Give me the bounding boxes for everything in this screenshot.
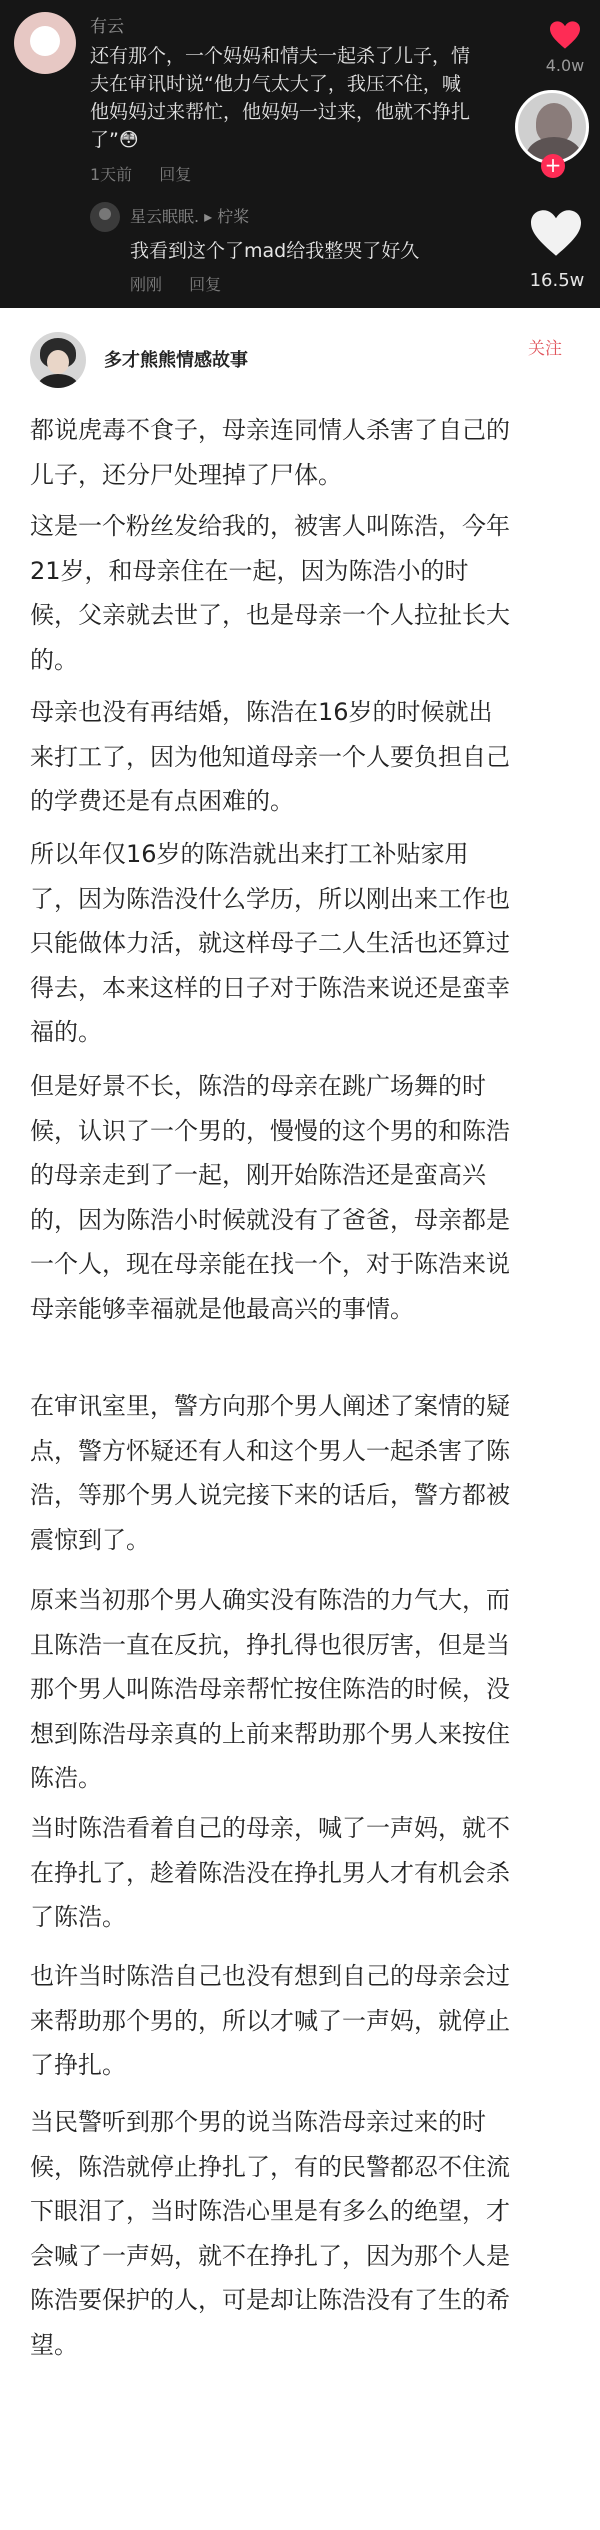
comment-meta [90,162,213,185]
commenter-username[interactable]: 有云 [90,17,124,37]
follow-button[interactable]: 关注 [528,339,562,359]
comment-text: 还有那个，一个妈妈和情夫一起杀了儿子，情 夫在审讯时说“他力气太大了，我压不住，喊 他妈妈过来帮忙，他妈妈一过来，他就不挣扎 了”😳 [90,45,471,151]
reply-avatar[interactable] [90,202,120,232]
reply-username[interactable]: 星云眠眠. ▸ 柠桨 [130,207,250,226]
commenter-avatar[interactable] [14,12,76,74]
reply-reply-button[interactable]: 回复 [189,275,222,294]
heart-icon[interactable] [548,20,582,50]
article-paragraph: 原来当初那个男人确实没有陈浩的力气大，而 且陈浩一直在反抗，挣扎得也很厉害，但是当 那个男人叫陈浩母亲帮忙按住陈浩的时候，没 想到陈浩母亲真的上前来帮助那个男人来按住 陈浩。 [30,1586,510,1792]
article-paragraph: 都说虎毒不食子，母亲连同情人杀害了自己的 儿子，还分尸处理掉了尸体。 [30,416,510,489]
reply-meta [130,272,243,295]
heart-outline-icon[interactable] [528,208,584,258]
comment-time: 1天前 [90,165,133,184]
follow-plus-icon[interactable]: + [541,154,565,178]
article-paragraph: 这是一个粉丝发给我的，被害人叫陈浩，今年 21岁，和母亲住在一起，因为陈浩小的时 候，父亲就去世了，也是母亲一个人拉扯长大 的。 [30,512,510,674]
reply-button[interactable]: 回复 [159,165,192,184]
article-paragraph: 也许当时陈浩自己也没有想到自己的母亲会过 来帮助那个男的，所以才喊了一声妈，就停止 了挣扎。 [30,1962,510,2079]
reply-time: 刚刚 [130,275,163,294]
article-paragraph: 母亲也没有再结婚，陈浩在16岁的时候就出 来打工了，因为他知道母亲一个人要负担自己 的学费还是有点困难的。 [30,698,510,815]
author-avatar[interactable] [30,332,86,388]
article-paragraph: 所以年仅16岁的陈浩就出来打工补贴家用 了，因为陈浩没什么学历，所以刚出来工作也 只能做体力活，就这样母子二人生活也还算过 得去，本来这样的日子对于陈浩来说还是蛮幸 福的。 [30,840,510,1046]
article-paragraph: 在审讯室里，警方向那个男人阐述了案情的疑 点，警方怀疑还有人和这个男人一起杀害了陈 浩，等那个男人说完接下来的话后，警方都被 震惊到了。 [30,1392,510,1554]
article-paragraph: 当时陈浩看着自己的母亲，喊了一声妈，就不 在挣扎了，趁着陈浩没在挣扎男人才有机会杀 了陈浩。 [30,1814,510,1931]
comment-section [0,0,600,308]
video-like-count: 16.5w [529,270,585,291]
article-paragraph: 但是好景不长，陈浩的母亲在跳广场舞的时 候，认识了一个男的，慢慢的这个男的和陈浩 的母亲走到了一起，刚开始陈浩还是蛮高兴 的，因为陈浩小时候就没有了爸爸，母亲都是 一个人，现在母亲能在找一个，对于陈浩来说 母亲能够幸福就是他最高兴的事情。 [30,1072,510,1323]
author-name[interactable]: 多才熊熊情感故事 [104,350,248,371]
comment-like-count: 4.0w [545,56,585,75]
reply-text: 我看到这个了mad给我整哭了好久 [130,240,420,262]
article-paragraph: 当民警听到那个男的说当陈浩母亲过来的时 候，陈浩就停止挣扎了，有的民警都忍不住流 下眼泪了，当时陈浩心里是有多么的绝望，才 会喊了一声妈，就不在挣扎了，因为那个人是 陈浩要保护的人，可是却让陈浩没有了生的希 望。 [30,2108,510,2359]
